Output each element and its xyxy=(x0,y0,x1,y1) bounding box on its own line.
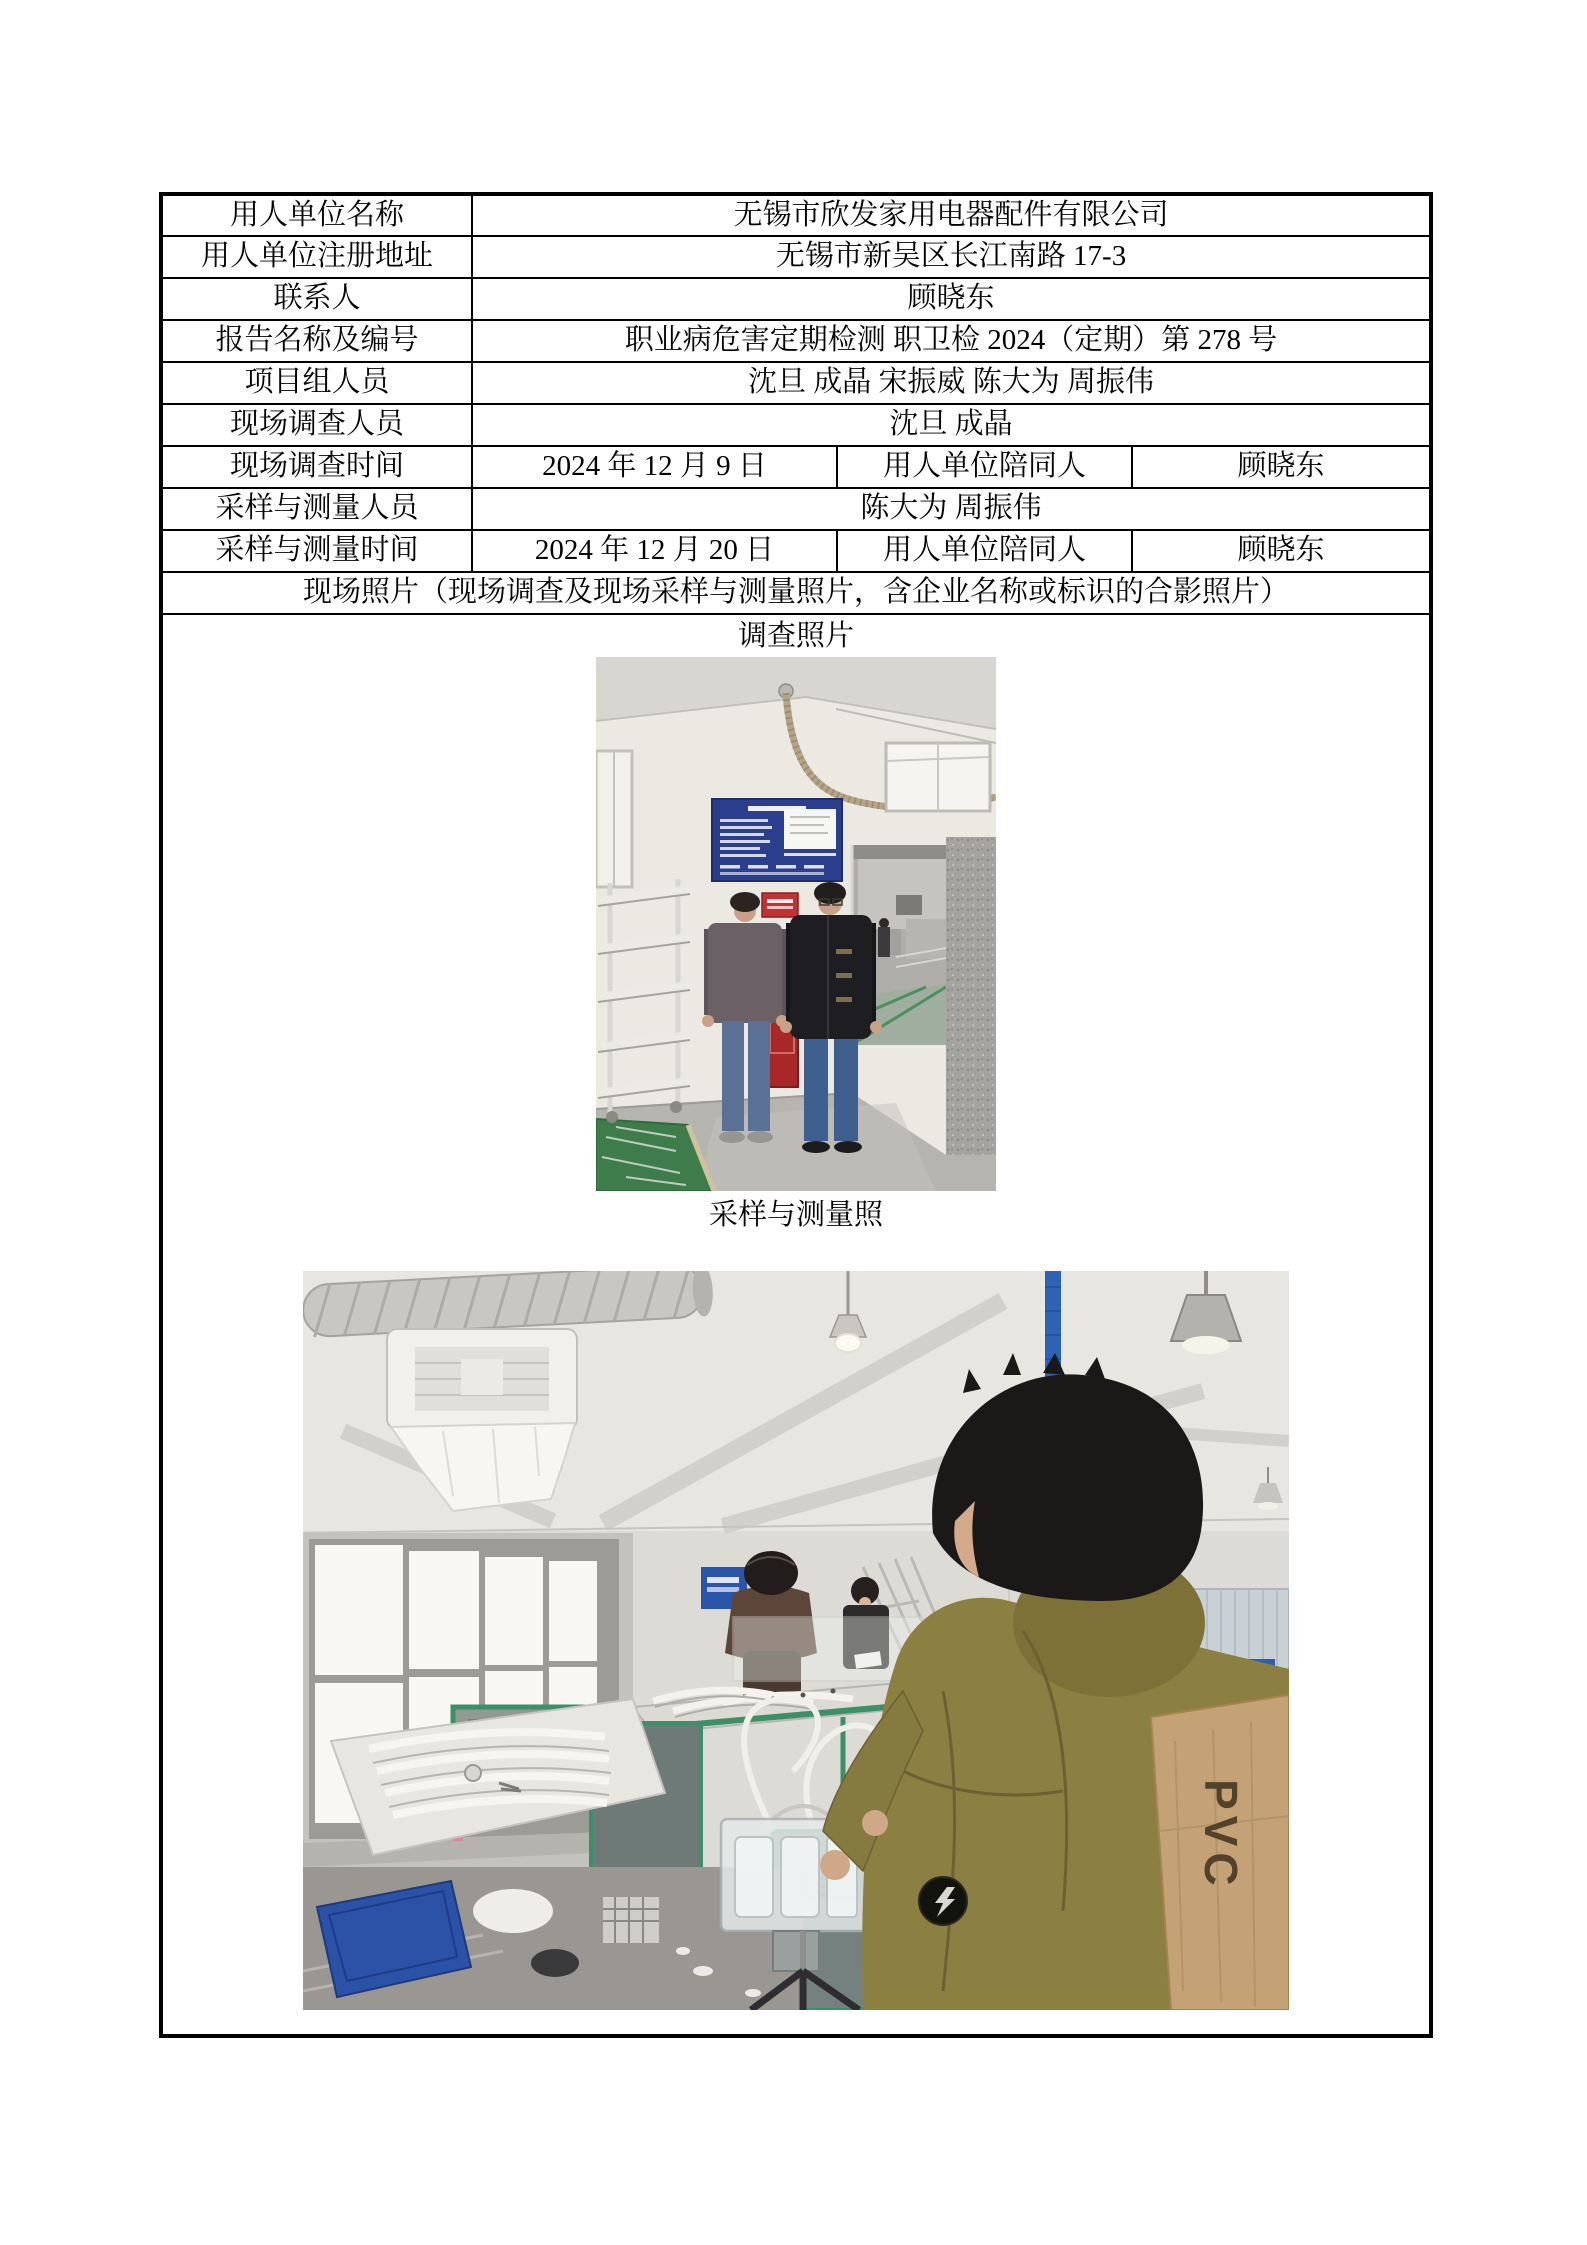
table-row xyxy=(161,614,1431,2036)
fire-extinguisher-sign xyxy=(762,893,798,917)
project-team-value: 沈旦 成晶 宋振威 陈大为 周振伟 xyxy=(472,362,1431,404)
photos-cell xyxy=(161,614,1431,2036)
photos-section-header: 现场照片（现场调查及现场采样与测量照片，含企业名称或标识的合影照片） xyxy=(161,572,1431,614)
table-row xyxy=(161,446,1431,488)
contact-person-label: 联系人 xyxy=(161,278,472,320)
gauge xyxy=(465,1765,481,1781)
pvc-sack xyxy=(1151,1695,1289,2010)
sampling-personnel-label: 采样与测量人员 xyxy=(161,488,472,530)
survey-photo-caption: 调查照片 xyxy=(737,620,854,652)
table-row xyxy=(161,530,1431,572)
site-info-table xyxy=(159,192,1433,2038)
report-name-number-value: 职业病危害定期检测 职卫检 2024（定期）第 278 号 xyxy=(472,320,1431,362)
door-left xyxy=(596,751,632,887)
report-name-number-label: 报告名称及编号 xyxy=(161,320,472,362)
terrazzo-column xyxy=(946,837,996,1167)
site-survey-time-label: 现场调查时间 xyxy=(161,446,472,488)
table-row xyxy=(161,404,1431,446)
contact-person-value: 顾晓东 xyxy=(472,278,1431,320)
project-team-label: 项目组人员 xyxy=(161,362,472,404)
table-row xyxy=(161,236,1431,278)
sampling-time-value: 2024 年 12 月 20 日 xyxy=(472,530,837,572)
table-row xyxy=(161,572,1431,614)
survey-companion-value: 顾晓东 xyxy=(1132,446,1431,488)
site-survey-personnel-value: 沈旦 成晶 xyxy=(472,404,1431,446)
registered-address-label: 用人单位注册地址 xyxy=(161,236,472,278)
survey-companion-label: 用人单位陪同人 xyxy=(837,446,1132,488)
table-row xyxy=(161,488,1431,530)
table-row xyxy=(161,194,1431,236)
sampling-companion-value: 顾晓东 xyxy=(1132,530,1431,572)
table-row xyxy=(161,278,1431,320)
sampling-photo-caption: 采样与测量照 xyxy=(708,1199,883,1231)
employer-name-value: 无锡市欣发家用电器配件有限公司 xyxy=(472,194,1431,236)
sampling-companion-label: 用人单位陪同人 xyxy=(837,530,1132,572)
window-top-right xyxy=(886,743,990,811)
table-row xyxy=(161,320,1431,362)
sampling-photo xyxy=(303,1271,1289,2010)
sampling-time-label: 采样与测量时间 xyxy=(161,530,472,572)
pvc-sack-label: PVC xyxy=(1195,1779,1247,1892)
notice-board xyxy=(712,799,842,881)
table-row xyxy=(161,362,1431,404)
registered-address-value: 无锡市新吴区长江南路 17-3 xyxy=(472,236,1431,278)
site-survey-personnel-label: 现场调查人员 xyxy=(161,404,472,446)
survey-photo xyxy=(596,657,996,1191)
site-survey-time-value: 2024 年 12 月 9 日 xyxy=(472,446,837,488)
employer-name-label: 用人单位名称 xyxy=(161,194,472,236)
sampling-personnel-value: 陈大为 周振伟 xyxy=(472,488,1431,530)
